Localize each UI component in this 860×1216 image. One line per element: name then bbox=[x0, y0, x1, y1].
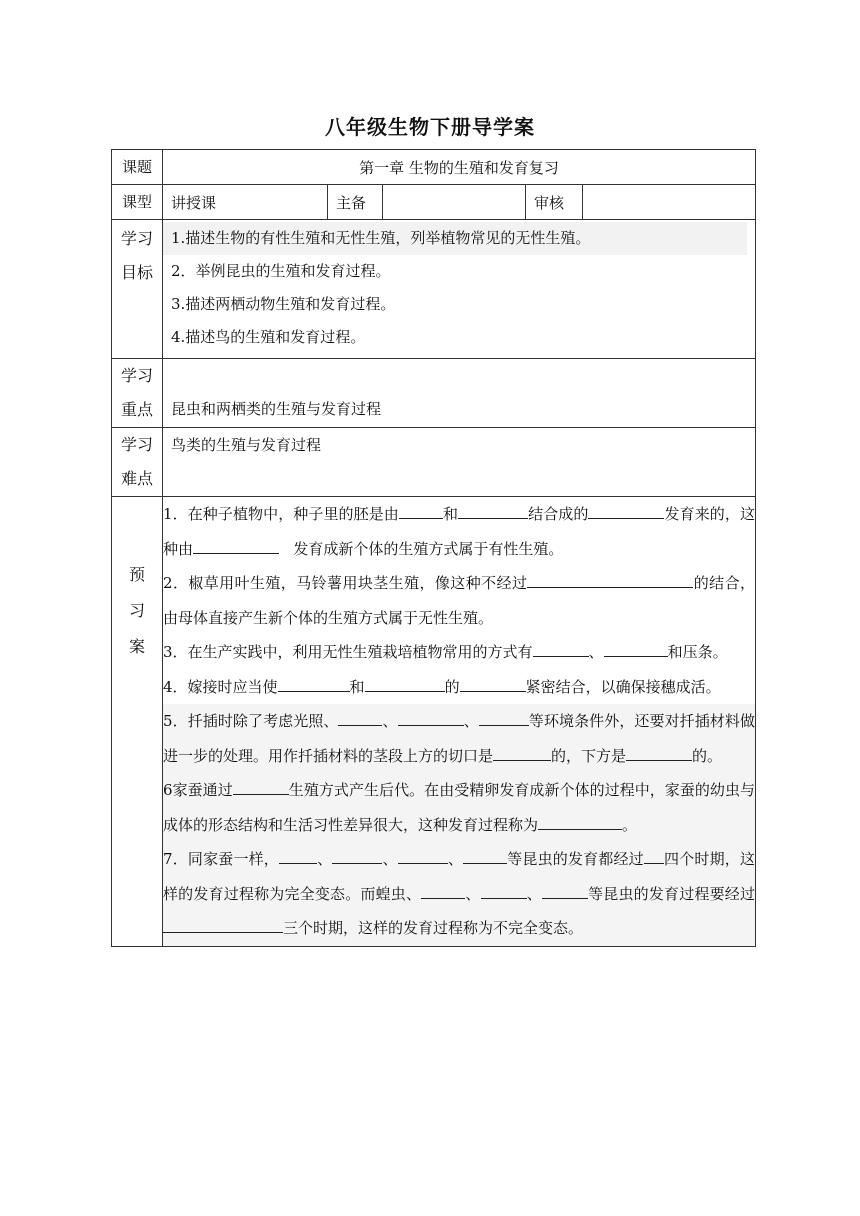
q-text: 3．在生产实践中，利用无性生殖栽培植物常用的方式有 bbox=[163, 643, 533, 661]
q-text: 发育来的，这种由 bbox=[163, 505, 755, 558]
goals-label bbox=[112, 220, 163, 359]
goals-label-line2: 目标 bbox=[120, 263, 153, 282]
difficulty-label bbox=[112, 428, 163, 497]
answer-blank[interactable] bbox=[279, 847, 317, 864]
answer-blank[interactable] bbox=[365, 675, 445, 692]
preview-label-line1: 预 bbox=[128, 565, 145, 584]
answer-blank[interactable] bbox=[278, 675, 350, 692]
topic-value: 第一章 生物的生殖和发育复习 bbox=[163, 150, 756, 185]
topic-row bbox=[112, 150, 756, 185]
answer-blank[interactable] bbox=[193, 537, 279, 554]
question-6 bbox=[163, 773, 755, 842]
focus-label bbox=[112, 359, 163, 428]
focus-label-line2: 重点 bbox=[120, 400, 153, 419]
review-value bbox=[583, 185, 756, 220]
answer-blank[interactable] bbox=[479, 709, 529, 726]
q-text: 等昆虫的发育都经过 bbox=[507, 850, 644, 868]
topic-label: 课题 bbox=[112, 150, 163, 185]
q-text: 的 bbox=[444, 677, 460, 696]
answer-blank[interactable] bbox=[332, 847, 382, 864]
q-text: 、 bbox=[447, 850, 464, 868]
q-text: 1．在种子植物中，种子里的胚是由 bbox=[163, 505, 399, 523]
q-text: 。 bbox=[622, 815, 638, 834]
q-text: 、 bbox=[382, 850, 398, 868]
q-text: 、 bbox=[588, 643, 604, 661]
lesson-plan-table bbox=[111, 149, 756, 947]
question-group-shaded bbox=[163, 704, 755, 946]
focus-value: 昆虫和两栖类的生殖与发育过程 bbox=[163, 359, 756, 428]
q-text: 、 bbox=[465, 884, 481, 903]
preview-row bbox=[112, 497, 756, 947]
answer-blank[interactable] bbox=[604, 640, 668, 657]
answer-blank[interactable] bbox=[338, 709, 382, 726]
q-text: 的，下方是 bbox=[551, 746, 627, 765]
q-text: 三个时期，这样的发育过程称为不完全变态。 bbox=[283, 919, 584, 937]
focus-label-line1: 学习 bbox=[120, 366, 153, 385]
q-text: 等环境条件外，还要对扦插材料做进一步的处理。用作扦插材料的茎段上方的切口是 bbox=[163, 712, 755, 765]
q-text: 发育成新个体的生殖方式属于有性生殖。 bbox=[293, 539, 564, 558]
answer-blank[interactable] bbox=[163, 916, 283, 933]
answer-blank[interactable] bbox=[588, 502, 664, 519]
focus-row bbox=[112, 359, 756, 428]
q-text: 2．椒草用叶生殖，马铃薯用块茎生殖，像这种不经过 bbox=[163, 574, 528, 592]
answer-blank[interactable] bbox=[233, 778, 289, 795]
goal-item: 1.描述生物的有性生殖和无性生殖，列举植物常见的无性生殖。 bbox=[163, 222, 747, 255]
answer-blank[interactable] bbox=[542, 882, 588, 899]
question-3 bbox=[163, 635, 755, 670]
difficulty-label-line2: 难点 bbox=[120, 469, 153, 488]
answer-blank[interactable] bbox=[398, 847, 448, 864]
q-text: 5．扦插时除了考虑光照、 bbox=[163, 712, 339, 730]
question-4 bbox=[163, 670, 755, 705]
lead-value bbox=[383, 185, 526, 220]
answer-blank[interactable] bbox=[481, 882, 527, 899]
type-value: 讲授课 bbox=[163, 185, 328, 220]
answer-blank[interactable] bbox=[458, 502, 528, 519]
q-text: 、 bbox=[382, 712, 398, 730]
q-text: 、 bbox=[526, 884, 542, 903]
q-text: 四个时期，这样的发育过程称为完全变态。而蝗虫、 bbox=[163, 850, 755, 903]
type-row bbox=[112, 185, 756, 220]
answer-blank[interactable] bbox=[463, 847, 507, 864]
answer-blank[interactable] bbox=[527, 571, 693, 588]
goal-item: 2．举例昆虫的生殖和发育过程。 bbox=[171, 262, 391, 280]
preview-label-line3: 案 bbox=[128, 637, 145, 656]
type-label: 课型 bbox=[112, 185, 163, 220]
q-text: 和 bbox=[349, 677, 365, 696]
lead-label: 主备 bbox=[328, 185, 383, 220]
review-label: 审核 bbox=[526, 185, 583, 220]
difficulty-value: 鸟类的生殖与发育过程 bbox=[163, 428, 756, 497]
q-text: 4．嫁接时应当使 bbox=[163, 677, 278, 696]
preview-label-line2: 习 bbox=[128, 601, 145, 620]
answer-blank[interactable] bbox=[626, 744, 692, 761]
answer-blank[interactable] bbox=[493, 744, 551, 761]
question-7 bbox=[163, 842, 755, 946]
q-text: 和 bbox=[442, 505, 459, 523]
q-text: 6家蚕通过 bbox=[163, 781, 233, 799]
q-text: 等昆虫的发育过程要经过 bbox=[587, 884, 755, 903]
q-text: 、 bbox=[316, 850, 333, 868]
q-text: 的结合，由母体直接产生新个体的生殖方式属于无性生殖。 bbox=[163, 574, 755, 627]
q-text: 紧密结合，以确保接穗成活。 bbox=[525, 677, 721, 696]
answer-blank[interactable] bbox=[538, 813, 622, 830]
goals-row bbox=[112, 220, 756, 359]
q-text: 7．同家蚕一样， bbox=[163, 850, 279, 868]
q-text: 的。 bbox=[692, 746, 723, 765]
goals-list bbox=[163, 220, 756, 359]
preview-questions bbox=[163, 497, 756, 947]
preview-label bbox=[112, 497, 163, 947]
question-5 bbox=[163, 704, 755, 773]
answer-blank[interactable] bbox=[421, 882, 465, 899]
answer-blank[interactable] bbox=[398, 709, 464, 726]
goal-item: 3.描述两栖动物生殖和发育过程。 bbox=[171, 295, 396, 313]
question-2 bbox=[163, 566, 755, 635]
answer-blank[interactable] bbox=[644, 847, 664, 864]
question-1 bbox=[163, 497, 755, 566]
goal-item: 4.描述鸟的生殖和发育过程。 bbox=[171, 328, 366, 346]
q-text: 和压条。 bbox=[667, 643, 728, 661]
answer-blank[interactable] bbox=[460, 675, 526, 692]
q-text: 结合成的 bbox=[528, 505, 589, 523]
q-text: 生殖方式产生后代。在由受精卵发育成新个体的过程中，家蚕的幼虫与成体的形态结构和生活习性差异很大，这种发育过程称为 bbox=[163, 781, 755, 834]
difficulty-label-line1: 学习 bbox=[120, 435, 153, 454]
difficulty-row bbox=[112, 428, 756, 497]
page-title: 八年级生物下册导学案 bbox=[325, 115, 535, 139]
answer-blank[interactable] bbox=[399, 502, 443, 519]
answer-blank[interactable] bbox=[533, 640, 589, 657]
q-text: 、 bbox=[463, 712, 479, 730]
goals-label-line1: 学习 bbox=[120, 229, 153, 248]
